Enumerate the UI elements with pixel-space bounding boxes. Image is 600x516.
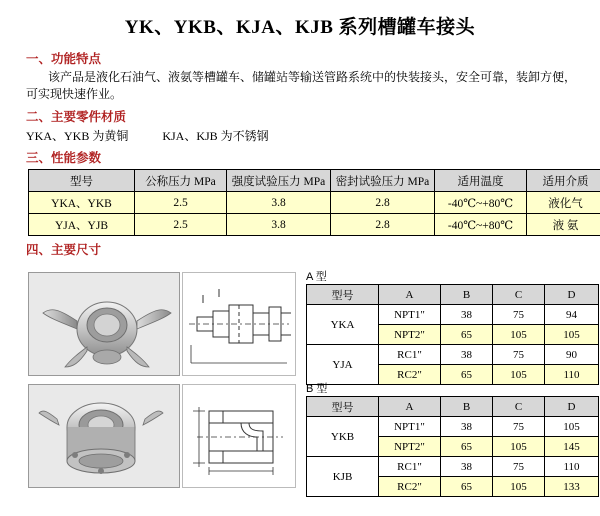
cell-b: 65 [441, 365, 493, 385]
cell-nominal-pressure: 2.5 [135, 192, 227, 214]
cell-b: 38 [441, 417, 493, 437]
col-header-strength-pressure: 强度试验压力 MPa [227, 170, 331, 192]
cell-c: 105 [493, 477, 545, 497]
cell-b: 65 [441, 437, 493, 457]
cell-model: YKA、YKB [29, 192, 135, 214]
cell-a: NPT2" [379, 437, 441, 457]
dim-table-label-a: A 型 [306, 271, 327, 283]
table-header-row [307, 285, 599, 305]
dim-table-label-b: B 型 [306, 383, 328, 395]
cell-model: YJA、YJB [29, 214, 135, 236]
cell-d: 145 [545, 437, 599, 457]
page-title: YK、YKB、KJA、KJB 系列槽罐车接头 [124, 17, 476, 38]
performance-table [28, 169, 600, 236]
section-head-performance: 三、性能参数 [26, 151, 102, 165]
col-header-seal-pressure: 密封试验压力 MPa [331, 170, 435, 192]
cell-b: 38 [441, 345, 493, 365]
features-text-body: 该产品是液化石油气、液氨等槽罐车、储罐站等输送管路系统中的快装接头，安全可靠，装卸方便，可实现快速作业。 [26, 70, 577, 101]
cell-b: 65 [441, 325, 493, 345]
cell-c: 105 [493, 325, 545, 345]
cell-a: RC2" [379, 365, 441, 385]
cell-a: NPT1" [379, 305, 441, 325]
cell-model: YKB [307, 417, 379, 457]
table-row [29, 214, 600, 236]
cell-d: 94 [545, 305, 599, 325]
cell-temperature: -40℃~+80℃ [435, 192, 527, 214]
dimension-table-a [306, 284, 599, 385]
cell-model: KJB [307, 457, 379, 497]
col-header-medium: 适用介质 [527, 170, 600, 192]
table-row [307, 345, 599, 365]
cell-a: RC2" [379, 477, 441, 497]
cell-c: 105 [493, 437, 545, 457]
section-head-dimensions: 四、主要尺寸 [26, 243, 102, 257]
material-line [26, 127, 586, 144]
col-header-d: D [545, 397, 599, 417]
cell-a: RC1" [379, 457, 441, 477]
cell-d: 110 [545, 457, 599, 477]
col-header-a: A [379, 397, 441, 417]
cell-d: 133 [545, 477, 599, 497]
col-header-model: 型号 [29, 170, 135, 192]
cell-strength-pressure: 3.8 [227, 214, 331, 236]
cell-b: 38 [441, 305, 493, 325]
cell-seal-pressure: 2.8 [331, 214, 435, 236]
table-row [307, 457, 599, 477]
cell-strength-pressure: 3.8 [227, 192, 331, 214]
cell-c: 75 [493, 305, 545, 325]
cell-a: RC1" [379, 345, 441, 365]
cell-d: 90 [545, 345, 599, 365]
table-header-row [307, 397, 599, 417]
table-header-row [29, 170, 600, 192]
section-head-features: 一、功能特点 [26, 52, 102, 66]
photo-coupling-a [28, 272, 180, 376]
cell-c: 105 [493, 365, 545, 385]
col-header-c: C [493, 397, 545, 417]
dimensions-section [14, 264, 586, 509]
col-header-nominal-pressure: 公称压力 MPa [135, 170, 227, 192]
cell-a: NPT1" [379, 417, 441, 437]
dimension-table-b [306, 396, 599, 497]
cell-b: 65 [441, 477, 493, 497]
col-header-d: D [545, 285, 599, 305]
cell-c: 75 [493, 417, 545, 437]
cell-model: YJA [307, 345, 379, 385]
drawing-coupling-b [182, 384, 296, 488]
cell-medium: 液化气 [527, 192, 600, 214]
cell-nominal-pressure: 2.5 [135, 214, 227, 236]
section-head-material: 二、主要零件材质 [26, 110, 127, 124]
cell-d: 105 [545, 325, 599, 345]
cell-temperature: -40℃~+80℃ [435, 214, 527, 236]
col-header-temperature: 适用温度 [435, 170, 527, 192]
cell-a: NPT2" [379, 325, 441, 345]
table-row [307, 305, 599, 325]
col-header-b: B [441, 285, 493, 305]
cell-medium: 液 氨 [527, 214, 600, 236]
drawing-coupling-a [182, 272, 296, 376]
features-text [26, 69, 582, 103]
col-header-a: A [379, 285, 441, 305]
cell-d: 110 [545, 365, 599, 385]
cell-b: 38 [441, 457, 493, 477]
cell-c: 75 [493, 345, 545, 365]
cell-c: 75 [493, 457, 545, 477]
cell-d: 105 [545, 417, 599, 437]
col-header-c: C [493, 285, 545, 305]
photo-coupling-b [28, 384, 180, 488]
cell-model: YKA [307, 305, 379, 345]
table-row [29, 192, 600, 214]
material-text-b: KJA、KJB 为不锈钢 [162, 129, 269, 143]
material-text-a: YKA、YKB 为黄铜 [26, 129, 129, 143]
col-header-model: 型号 [307, 285, 379, 305]
table-row [307, 417, 599, 437]
cell-seal-pressure: 2.8 [331, 192, 435, 214]
col-header-b: B [441, 397, 493, 417]
col-header-model: 型号 [307, 397, 379, 417]
